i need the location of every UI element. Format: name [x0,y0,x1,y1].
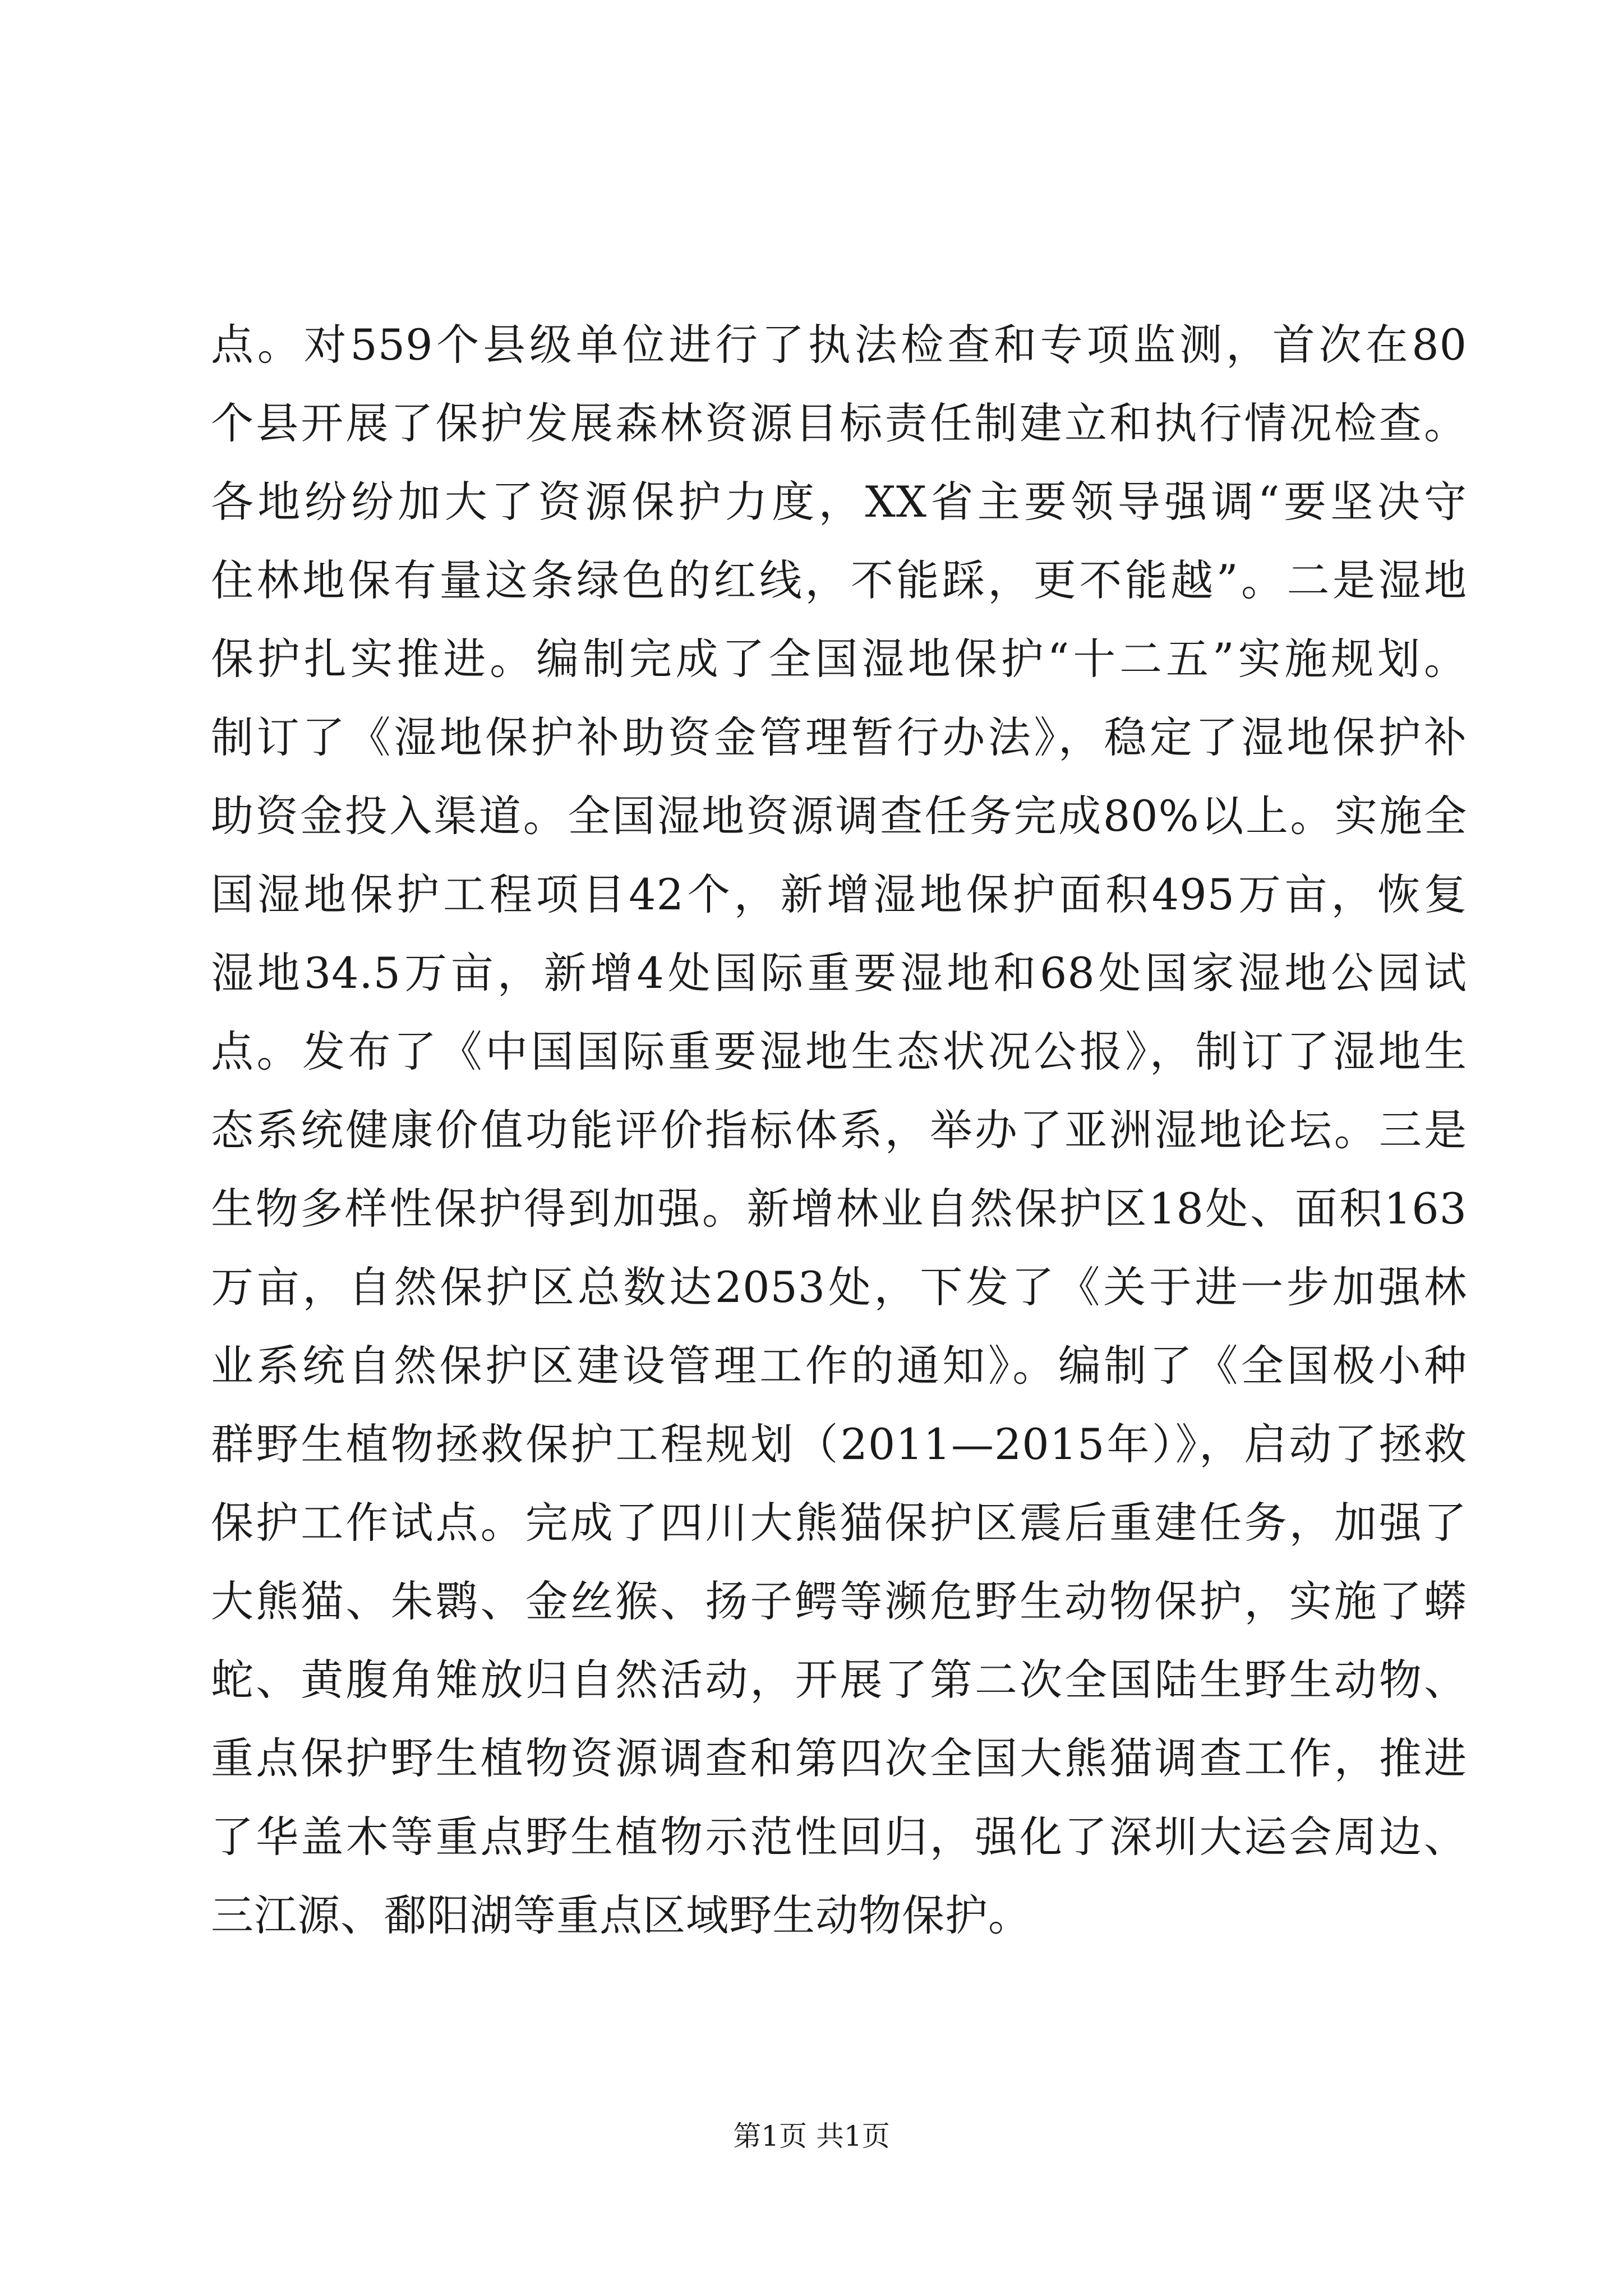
text-line: 制订了《湿地保护补助资金管理暂行办法》，稳定了湿地保护补 [211,712,1467,762]
text-line: 助资金投入渠道。全国湿地资源调查任务完成80%以上。实施全 [211,791,1467,841]
text-line: 态系统健康价值功能评价指标体系，举办了亚洲湿地论坛。三是 [211,1105,1467,1155]
text-line: 三江源、鄱阳湖等重点区域野生动物保护。 [211,1890,1031,1940]
text-line: 点。对559个县级单位进行了执法检查和专项监测，首次在80 [211,320,1467,370]
text-line: 各地纷纷加大了资源保护力度，XX省主要领导强调“要坚决守 [211,477,1467,527]
text-line: 住林地保有量这条绿色的红线，不能踩，更不能越”。二是湿地 [211,555,1467,605]
page-number-footer: 第1页 共1页 [733,2120,890,2152]
text-line: 万亩，自然保护区总数达2053处，下发了《关于进一步加强林 [211,1262,1467,1312]
text-line: 了华盖木等重点野生植物示范性回归，强化了深圳大运会周边、 [211,1812,1467,1862]
text-line: 生物多样性保护得到加强。新增林业自然保护区18处、面积163 [211,1184,1467,1234]
text-line: 重点保护野生植物资源调查和第四次全国大熊猫调查工作，推进 [211,1733,1467,1783]
text-line: 群野生植物拯救保护工程规划（2011—2015年）》，启动了拯救 [211,1419,1467,1469]
text-line: 点。发布了《中国国际重要湿地生态状况公报》，制订了湿地生 [211,1027,1467,1076]
text-line: 个县开展了保护发展森林资源目标责任制建立和执行情况检查。 [211,398,1467,448]
text-line: 保护扎实推进。编制完成了全国湿地保护“十二五”实施规划。 [211,634,1467,684]
text-line: 大熊猫、朱鹮、金丝猴、扬子鳄等濒危野生动物保护，实施了蟒 [211,1576,1467,1626]
text-line: 湿地34.5万亩，新增4处国际重要湿地和68处国家湿地公园试 [211,948,1467,998]
body-paragraph [211,306,1467,1955]
text-line: 蛇、黄腹角雉放归自然活动，开展了第二次全国陆生野生动物、 [211,1655,1467,1705]
text-line: 保护工作试点。完成了四川大熊猫保护区震后重建任务，加强了 [211,1498,1467,1548]
text-line: 国湿地保护工程项目42个，新增湿地保护面积495万亩，恢复 [211,869,1467,919]
text-line: 业系统自然保护区建设管理工作的通知》。编制了《全国极小种 [211,1341,1467,1391]
